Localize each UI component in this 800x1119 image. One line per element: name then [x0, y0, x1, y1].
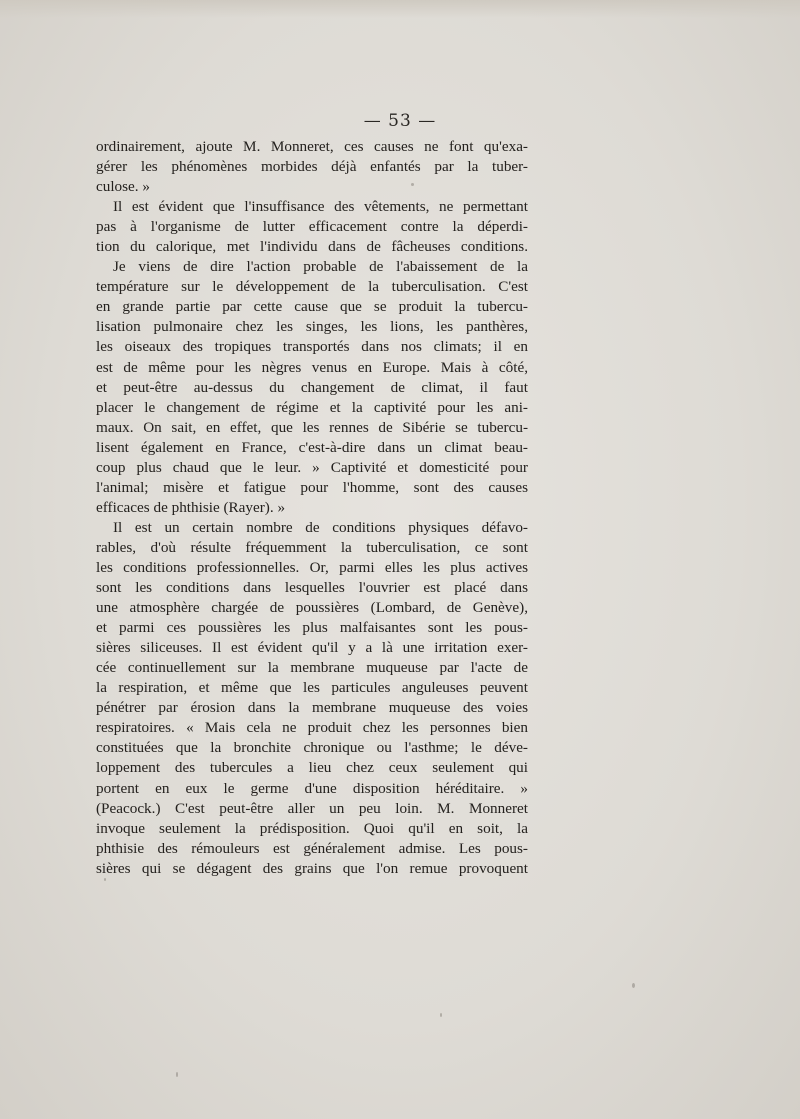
text-line: ordinairement, ajoute M. Monneret, ces causes ne font qu'exa-: [96, 138, 528, 155]
text-line: efficaces de phthisie (Rayer). »: [96, 498, 286, 516]
text-line: respiratoires. « Mais cela ne produit chez les personnes bien: [96, 719, 528, 737]
text-line: maux. On sait, en effet, que les rennes de Sibérie se tubercu-: [96, 418, 528, 436]
text-line: Je viens de dire l'action probable de l'abaissement de la: [113, 258, 528, 276]
text-line: constituées que la bronchite chronique ou l'asthme; le déve-: [96, 739, 528, 757]
text-line: placer le changement de régime et la captivité pour les ani-: [96, 398, 528, 416]
text-line: cée continuellement sur la membrane muqueuse par l'acte de: [96, 659, 528, 677]
text-line: sières siliceuses. Il est évident qu'il y a là une irritation exer-: [96, 639, 528, 657]
text-line: pénétrer par érosion dans la membrane muqueuse des voies: [96, 699, 528, 717]
text-line: une atmosphère chargée de poussières (Lombard, de Genève),: [96, 599, 528, 617]
text-line: Il est évident que l'insuffisance des vêtements, ne permettant: [113, 198, 528, 216]
page-edge-shadow: [0, 0, 800, 18]
text-line: gérer les phénomènes morbides déjà enfantés par la tuber-: [96, 158, 528, 176]
text-line: et parmi ces poussières les plus malfaisantes sont les pous-: [96, 619, 528, 637]
text-line: sières qui se dégagent des grains que l'on remue provoquent: [96, 859, 528, 877]
text-line: lisent également en France, c'est-à-dire dans un climat beau-: [96, 438, 528, 456]
text-line: tion du calorique, met l'individu dans de fâcheuses conditions.: [96, 238, 528, 256]
text-line: lisation pulmonaire chez les singes, les lions, les panthères,: [96, 318, 528, 336]
text-line: les oiseaux des tropiques transportés dans nos climats; il en: [96, 338, 528, 356]
paper-speck: [440, 1013, 442, 1017]
paper-speck: [632, 983, 635, 988]
page-number: — 53 —: [363, 111, 437, 131]
text-line: les conditions professionnelles. Or, parmi elles les plus actives: [96, 558, 528, 576]
text-line: température sur le développement de la tuberculisation. C'est: [96, 278, 528, 296]
paper-speck: [104, 878, 106, 881]
text-line: rables, d'où résulte fréquemment la tuberculisation, ce sont: [96, 538, 528, 556]
text-line: phthisie des rémouleurs est généralement admise. Les pous-: [96, 839, 528, 857]
text-line: la respiration, et même que les particules anguleuses peuvent: [96, 679, 528, 697]
text-line: Il est un certain nombre de conditions physiques défavo-: [113, 518, 528, 536]
text-line: loppement des tubercules a lieu chez ceux seulement qui: [96, 759, 528, 777]
text-line: sont les conditions dans lesquelles l'ouvrier est placé dans: [96, 579, 528, 597]
text-line: l'animal; misère et fatigue pour l'homme, sont des causes: [96, 478, 528, 496]
text-line: (Peacock.) C'est peut-être aller un peu loin. M. Monneret: [96, 799, 528, 817]
text-line: invoque seulement la prédisposition. Quoi qu'il en soit, la: [96, 819, 528, 837]
text-line: culose. »: [96, 178, 150, 196]
text-line: et peut-être au-dessus du changement de climat, il faut: [96, 378, 528, 396]
text-line: est de même pour les nègres venus en Europe. Mais à côté,: [96, 358, 528, 376]
text-line: portent en eux le germe d'une disposition héréditaire. »: [96, 779, 528, 797]
text-line: coup plus chaud que le leur. » Captivité et domesticité pour: [96, 458, 528, 476]
body-text: [96, 137, 528, 879]
text-line: en grande partie par cette cause que se produit la tubercu-: [96, 298, 528, 316]
paper-speck: [411, 183, 414, 186]
paper-speck: [176, 1072, 178, 1077]
text-line: pas à l'organisme de lutter efficacement contre la déperdi-: [96, 218, 528, 236]
